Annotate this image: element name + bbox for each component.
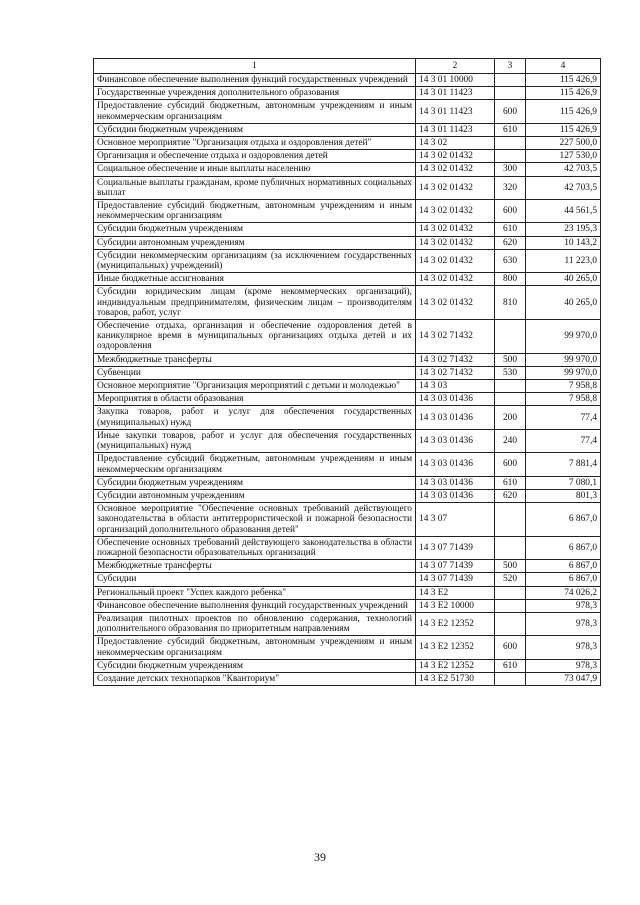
row-name-cell: Основное мероприятие "Обеспечение основных требований действующего законодательства в области антитеррористической и пожарной безопасности организаций дополнительного образования детей" bbox=[94, 503, 416, 537]
row-name-cell: Предоставление субсидий бюджетным, автономным учреждениям и иным некоммерческим организациям bbox=[94, 200, 416, 223]
row-type-cell: 200 bbox=[495, 406, 526, 429]
row-amount-cell: 115 426,9 bbox=[526, 100, 601, 123]
table-row bbox=[94, 137, 601, 150]
row-name-cell: Субсидии bbox=[94, 573, 416, 586]
row-amount-cell: 40 265,0 bbox=[526, 273, 601, 286]
row-amount-cell: 77,4 bbox=[526, 429, 601, 452]
row-type-cell: 600 bbox=[495, 453, 526, 476]
table-row bbox=[94, 286, 601, 320]
row-code-cell: 14 3 03 01436 bbox=[416, 429, 495, 452]
row-type-cell bbox=[495, 320, 526, 354]
table-row bbox=[94, 100, 601, 123]
table-row bbox=[94, 476, 601, 489]
table-row bbox=[94, 612, 601, 635]
row-name-cell: Основное мероприятие "Организация отдыха и оздоровления детей" bbox=[94, 137, 416, 150]
table-row bbox=[94, 586, 601, 599]
row-amount-cell: 801,3 bbox=[526, 489, 601, 502]
row-name-cell: Субсидии юридическим лицам (кроме некоммерческих организаций), индивидуальным предпринимателям, физическим лицам – производителям товаров, работ, услуг bbox=[94, 286, 416, 320]
table-row bbox=[94, 429, 601, 452]
row-amount-cell: 11 223,0 bbox=[526, 249, 601, 272]
row-code-cell: 14 3 02 01432 bbox=[416, 286, 495, 320]
row-type-cell: 610 bbox=[495, 476, 526, 489]
row-code-cell: 14 3 07 71439 bbox=[416, 573, 495, 586]
row-amount-cell: 77,4 bbox=[526, 406, 601, 429]
row-type-cell: 630 bbox=[495, 249, 526, 272]
row-name-cell: Субсидии автономным учреждениям bbox=[94, 489, 416, 502]
row-name-cell: Финансовое обеспечение выполнения функций государственных учреждений bbox=[94, 74, 416, 87]
row-type-cell bbox=[495, 612, 526, 635]
row-amount-cell: 127 530,0 bbox=[526, 150, 601, 163]
row-code-cell: 14 3 02 bbox=[416, 137, 495, 150]
table-row bbox=[94, 406, 601, 429]
row-amount-cell: 6 867,0 bbox=[526, 560, 601, 573]
row-name-cell: Иные бюджетные ассигнования bbox=[94, 273, 416, 286]
table-row bbox=[94, 87, 601, 100]
row-type-cell: 610 bbox=[495, 223, 526, 236]
row-type-cell: 620 bbox=[495, 489, 526, 502]
row-name-cell: Организация и обеспечение отдыха и оздоровления детей bbox=[94, 150, 416, 163]
row-name-cell: Социальное обеспечение и иные выплаты населению bbox=[94, 163, 416, 176]
row-type-cell bbox=[495, 380, 526, 393]
table-row bbox=[94, 320, 601, 354]
row-type-cell: 530 bbox=[495, 366, 526, 379]
row-name-cell: Создание детских технопарков "Кванториум" bbox=[94, 672, 416, 685]
row-amount-cell: 227 500,0 bbox=[526, 137, 601, 150]
row-type-cell: 610 bbox=[495, 123, 526, 136]
row-type-cell: 800 bbox=[495, 273, 526, 286]
row-name-cell: Реализация пилотных проектов по обновлению содержания, технологий дополнительного образования по приоритетным направлениям bbox=[94, 612, 416, 635]
row-code-cell: 14 3 03 01436 bbox=[416, 476, 495, 489]
row-amount-cell: 7 958,8 bbox=[526, 393, 601, 406]
row-code-cell: 14 3 03 01436 bbox=[416, 406, 495, 429]
row-code-cell: 14 3 03 01436 bbox=[416, 393, 495, 406]
row-name-cell: Иные закупки товаров, работ и услуг для обеспечения государственных (муниципальных) нужд bbox=[94, 429, 416, 452]
row-code-cell: 14 3 01 11423 bbox=[416, 123, 495, 136]
row-amount-cell: 978,3 bbox=[526, 636, 601, 659]
row-code-cell: 14 3 07 71439 bbox=[416, 536, 495, 559]
row-name-cell: Обеспечение основных требований действующего законодательства в области пожарной безопасности образовательных организаций bbox=[94, 536, 416, 559]
row-code-cell: 14 3 07 bbox=[416, 503, 495, 537]
row-name-cell: Субсидии бюджетным учреждениям bbox=[94, 659, 416, 672]
row-code-cell: 14 3 02 01432 bbox=[416, 200, 495, 223]
table-row bbox=[94, 393, 601, 406]
row-code-cell: 14 3 03 01436 bbox=[416, 489, 495, 502]
row-amount-cell: 10 143,2 bbox=[526, 236, 601, 249]
row-amount-cell: 6 867,0 bbox=[526, 573, 601, 586]
row-code-cell: 14 3 02 71432 bbox=[416, 320, 495, 354]
row-amount-cell: 7 080,1 bbox=[526, 476, 601, 489]
row-amount-cell: 7 881,4 bbox=[526, 453, 601, 476]
row-code-cell: 14 3 01 11423 bbox=[416, 87, 495, 100]
row-code-cell: 14 3 07 71439 bbox=[416, 560, 495, 573]
row-amount-cell: 7 958,8 bbox=[526, 380, 601, 393]
row-amount-cell: 99 970,0 bbox=[526, 353, 601, 366]
row-amount-cell: 978,3 bbox=[526, 599, 601, 612]
row-name-cell: Социальные выплаты гражданам, кроме публичных нормативных социальных выплат bbox=[94, 176, 416, 199]
row-name-cell: Основное мероприятие "Организация мероприятий с детьми и молодежью" bbox=[94, 380, 416, 393]
row-code-cell: 14 3 03 bbox=[416, 380, 495, 393]
row-name-cell: Субсидии бюджетным учреждениям bbox=[94, 476, 416, 489]
budget-table-body bbox=[94, 59, 601, 686]
table-row bbox=[94, 150, 601, 163]
row-code-cell: 14 3 E2 12352 bbox=[416, 659, 495, 672]
table-row bbox=[94, 636, 601, 659]
row-name-cell: Обеспечение отдыха, организация и обеспечение оздоровления детей в каникулярное время в муниципальных организациях отдыха детей и их оздоровления bbox=[94, 320, 416, 354]
row-type-cell bbox=[495, 393, 526, 406]
row-type-cell bbox=[495, 586, 526, 599]
row-amount-cell: 115 426,9 bbox=[526, 123, 601, 136]
table-row bbox=[94, 223, 601, 236]
row-amount-cell: 115 426,9 bbox=[526, 74, 601, 87]
row-name-cell: Финансовое обеспечение выполнения функций государственных учреждений bbox=[94, 599, 416, 612]
row-code-cell: 14 3 02 01432 bbox=[416, 150, 495, 163]
table-row bbox=[94, 249, 601, 272]
row-type-cell: 500 bbox=[495, 353, 526, 366]
budget-table bbox=[93, 58, 601, 686]
row-code-cell: 14 3 E2 12352 bbox=[416, 636, 495, 659]
header-row bbox=[94, 59, 601, 74]
table-row bbox=[94, 503, 601, 537]
table-row bbox=[94, 659, 601, 672]
row-type-cell bbox=[495, 503, 526, 537]
row-code-cell: 14 3 03 01436 bbox=[416, 453, 495, 476]
row-amount-cell: 74 026,2 bbox=[526, 586, 601, 599]
table-row bbox=[94, 273, 601, 286]
header-col-2: 2 bbox=[416, 59, 495, 74]
row-code-cell: 14 3 E2 bbox=[416, 586, 495, 599]
table-row bbox=[94, 123, 601, 136]
row-type-cell: 600 bbox=[495, 636, 526, 659]
table-row bbox=[94, 74, 601, 87]
row-type-cell bbox=[495, 599, 526, 612]
row-amount-cell: 40 265,0 bbox=[526, 286, 601, 320]
row-name-cell: Мероприятия в области образования bbox=[94, 393, 416, 406]
table-row bbox=[94, 599, 601, 612]
row-type-cell bbox=[495, 74, 526, 87]
row-type-cell bbox=[495, 150, 526, 163]
table-row bbox=[94, 200, 601, 223]
row-name-cell: Региональный проект "Успех каждого ребенка" bbox=[94, 586, 416, 599]
row-name-cell: Государственные учреждения дополнительного образования bbox=[94, 87, 416, 100]
row-code-cell: 14 3 02 71432 bbox=[416, 366, 495, 379]
table-row bbox=[94, 489, 601, 502]
row-type-cell: 320 bbox=[495, 176, 526, 199]
row-code-cell: 14 3 02 71432 bbox=[416, 353, 495, 366]
row-name-cell: Субвенции bbox=[94, 366, 416, 379]
table-row bbox=[94, 163, 601, 176]
row-name-cell: Субсидии бюджетным учреждениям bbox=[94, 123, 416, 136]
row-code-cell: 14 3 02 01432 bbox=[416, 273, 495, 286]
row-code-cell: 14 3 01 10000 bbox=[416, 74, 495, 87]
row-amount-cell: 99 970,0 bbox=[526, 320, 601, 354]
header-col-3: 3 bbox=[495, 59, 526, 74]
row-amount-cell: 23 195,3 bbox=[526, 223, 601, 236]
row-type-cell: 600 bbox=[495, 100, 526, 123]
table-row bbox=[94, 366, 601, 379]
row-name-cell: Межбюджетные трансферты bbox=[94, 353, 416, 366]
row-type-cell: 520 bbox=[495, 573, 526, 586]
table-row bbox=[94, 236, 601, 249]
table-row bbox=[94, 353, 601, 366]
row-name-cell: Закупка товаров, работ и услуг для обеспечения государственных (муниципальных) нужд bbox=[94, 406, 416, 429]
row-type-cell bbox=[495, 536, 526, 559]
header-col-1: 1 bbox=[94, 59, 416, 74]
row-type-cell: 240 bbox=[495, 429, 526, 452]
row-name-cell: Межбюджетные трансферты bbox=[94, 560, 416, 573]
row-code-cell: 14 3 02 01432 bbox=[416, 249, 495, 272]
row-amount-cell: 44 561,5 bbox=[526, 200, 601, 223]
row-amount-cell: 42 703,5 bbox=[526, 163, 601, 176]
row-amount-cell: 978,3 bbox=[526, 659, 601, 672]
row-amount-cell: 978,3 bbox=[526, 612, 601, 635]
table-row bbox=[94, 560, 601, 573]
row-type-cell bbox=[495, 137, 526, 150]
row-type-cell bbox=[495, 87, 526, 100]
row-code-cell: 14 3 02 01432 bbox=[416, 236, 495, 249]
row-amount-cell: 42 703,5 bbox=[526, 176, 601, 199]
row-amount-cell: 99 970,0 bbox=[526, 366, 601, 379]
row-code-cell: 14 3 02 01432 bbox=[416, 223, 495, 236]
header-col-4: 4 bbox=[526, 59, 601, 74]
page-number: 39 bbox=[314, 850, 326, 864]
row-type-cell: 620 bbox=[495, 236, 526, 249]
row-code-cell: 14 3 02 01432 bbox=[416, 176, 495, 199]
row-type-cell bbox=[495, 672, 526, 685]
row-name-cell: Предоставление субсидий бюджетным, автономным учреждениям и иным некоммерческим организациям bbox=[94, 636, 416, 659]
row-code-cell: 14 3 E2 10000 bbox=[416, 599, 495, 612]
row-amount-cell: 6 867,0 bbox=[526, 536, 601, 559]
row-amount-cell: 6 867,0 bbox=[526, 503, 601, 537]
row-type-cell: 500 bbox=[495, 560, 526, 573]
row-amount-cell: 115 426,9 bbox=[526, 87, 601, 100]
table-row bbox=[94, 176, 601, 199]
row-type-cell: 600 bbox=[495, 200, 526, 223]
row-code-cell: 14 3 E2 12352 bbox=[416, 612, 495, 635]
table-row bbox=[94, 536, 601, 559]
row-name-cell: Субсидии бюджетным учреждениям bbox=[94, 223, 416, 236]
row-code-cell: 14 3 02 01432 bbox=[416, 163, 495, 176]
row-type-cell: 810 bbox=[495, 286, 526, 320]
row-name-cell: Предоставление субсидий бюджетным, автономным учреждениям и иным некоммерческим организациям bbox=[94, 100, 416, 123]
table-row bbox=[94, 380, 601, 393]
row-name-cell: Субсидии некоммерческим организациям (за исключением государственных (муниципальных) учреждений) bbox=[94, 249, 416, 272]
row-amount-cell: 73 047,9 bbox=[526, 672, 601, 685]
row-name-cell: Предоставление субсидий бюджетным, автономным учреждениям и иным некоммерческим организациям bbox=[94, 453, 416, 476]
table-row bbox=[94, 573, 601, 586]
row-code-cell: 14 3 01 11423 bbox=[416, 100, 495, 123]
row-code-cell: 14 3 E2 51730 bbox=[416, 672, 495, 685]
row-type-cell: 300 bbox=[495, 163, 526, 176]
table-row bbox=[94, 672, 601, 685]
row-name-cell: Субсидии автономным учреждениям bbox=[94, 236, 416, 249]
row-type-cell: 610 bbox=[495, 659, 526, 672]
table-row bbox=[94, 453, 601, 476]
